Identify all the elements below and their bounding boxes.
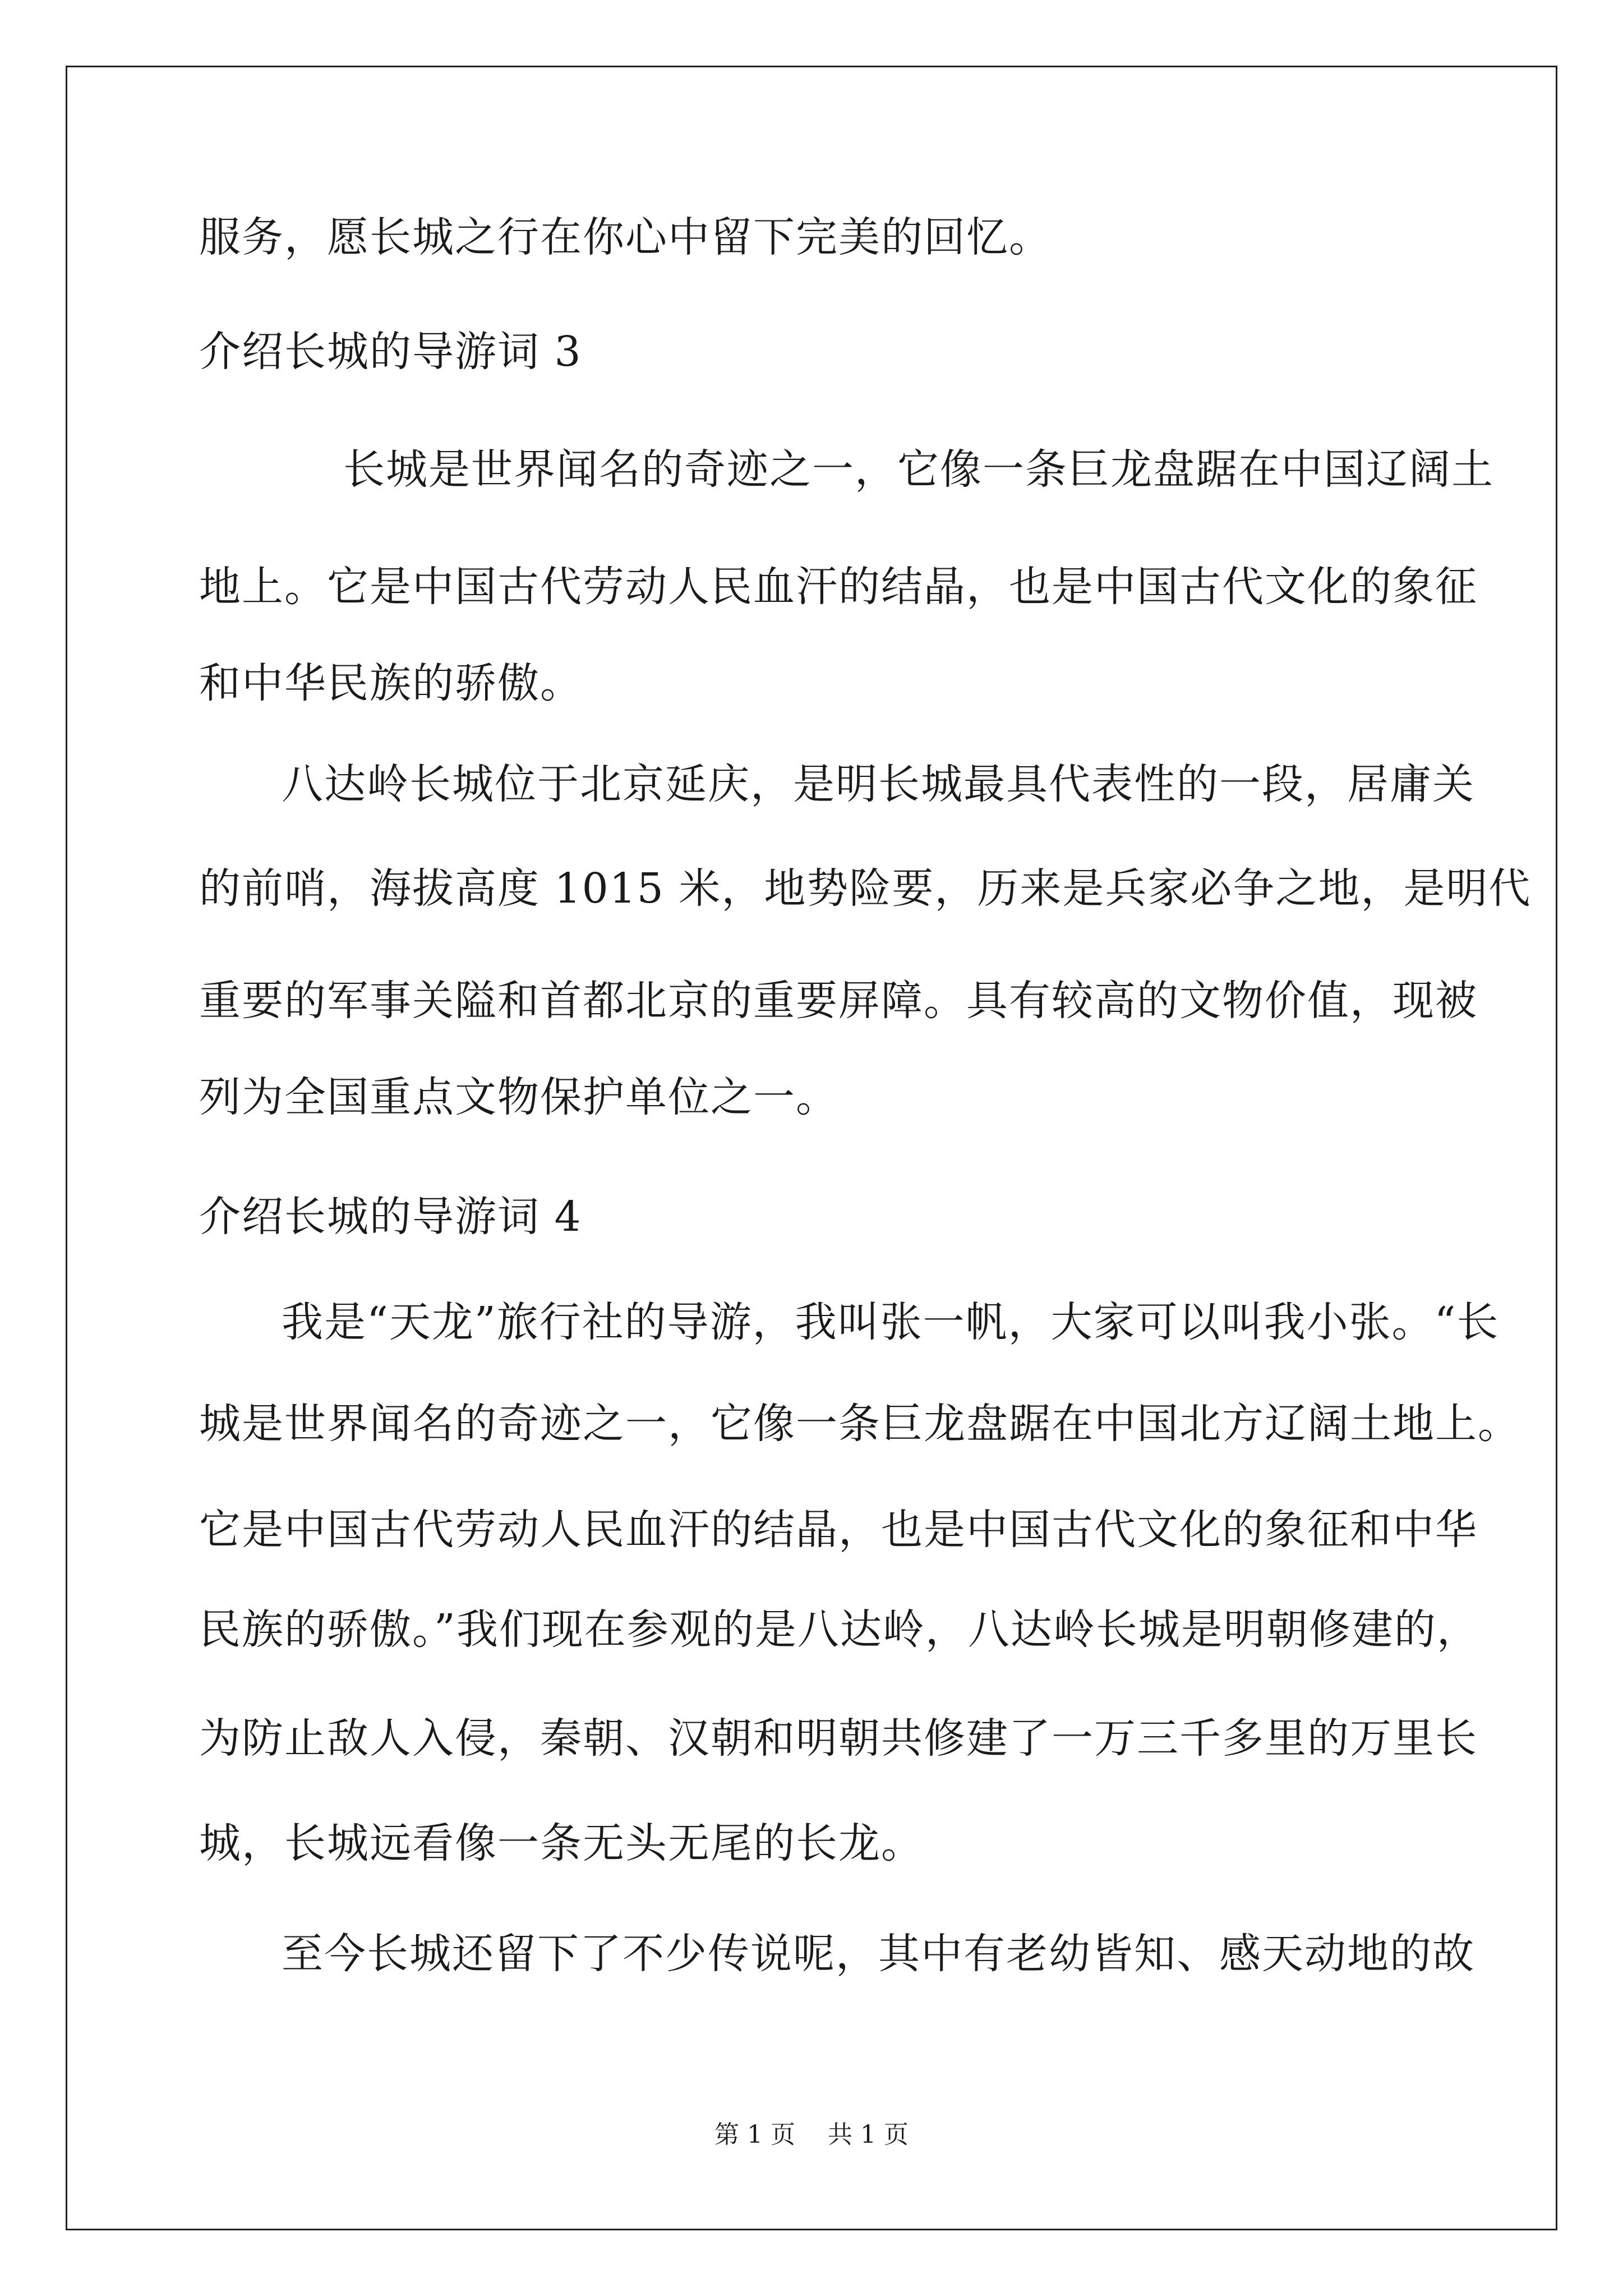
paragraph-3-line-6: 城，长城远看像一条无头无尾的长龙。 (199, 1819, 924, 1867)
paragraph-3-line-3: 它是中国古代劳动人民血汗的结晶，也是中国古代文化的象征和中华 (199, 1506, 1478, 1554)
paragraph-4-line-1: 至今长城还留下了不少传说呢，其中有老幼皆知、感天动地的故 (282, 1930, 1475, 1978)
paragraph-3-line-1: 我是“天龙”旅行社的导游，我叫张一帆，大家可以叫我小张。“长 (282, 1298, 1500, 1346)
paragraph-1-line-3: 和中华民族的骄傲。 (199, 659, 583, 707)
section-heading-3: 介绍长城的导游词 3 (199, 328, 582, 376)
text-line-continuation: 服务，愿长城之行在你心中留下完美的回忆。 (199, 213, 1052, 261)
paragraph-2-line-1: 八达岭长城位于北京延庆，是明长城最具代表性的一段，居庸关 (282, 760, 1475, 808)
paragraph-2-line-3: 重要的军事关隘和首都北京的重要屏障。具有较高的文物价值，现被 (199, 977, 1478, 1025)
paragraph-1-line-1: 长城是世界闻名的奇迹之一，它像一条巨龙盘踞在中国辽阔土 (343, 445, 1494, 494)
page-footer (0, 2118, 1623, 2152)
section-heading-4: 介绍长城的导游词 4 (199, 1193, 582, 1241)
paragraph-3-line-2: 城是世界闻名的奇迹之一，它像一条巨龙盘踞在中国北方辽阔土地上。 (199, 1400, 1520, 1448)
page-total: 共 1 页 (828, 2120, 909, 2149)
page-number: 第 1 页 (714, 2120, 795, 2149)
paragraph-3-line-5: 为防止敌人入侵，秦朝、汉朝和明朝共修建了一万三千多里的万里长 (199, 1714, 1478, 1763)
page-frame (66, 66, 1557, 2230)
paragraph-3-line-4: 民族的骄傲。”我们现在参观的是八达岭，八达岭长城是明朝修建的， (199, 1605, 1479, 1654)
paragraph-2-line-4: 列为全国重点文物保护单位之一。 (199, 1073, 838, 1121)
paragraph-1-line-2: 地上。它是中国古代劳动人民血汗的结晶，也是中国古代文化的象征 (199, 563, 1478, 611)
paragraph-2-line-2: 的前哨，海拔高度 1015 米，地势险要，历来是兵家必争之地，是明代 (199, 864, 1532, 913)
